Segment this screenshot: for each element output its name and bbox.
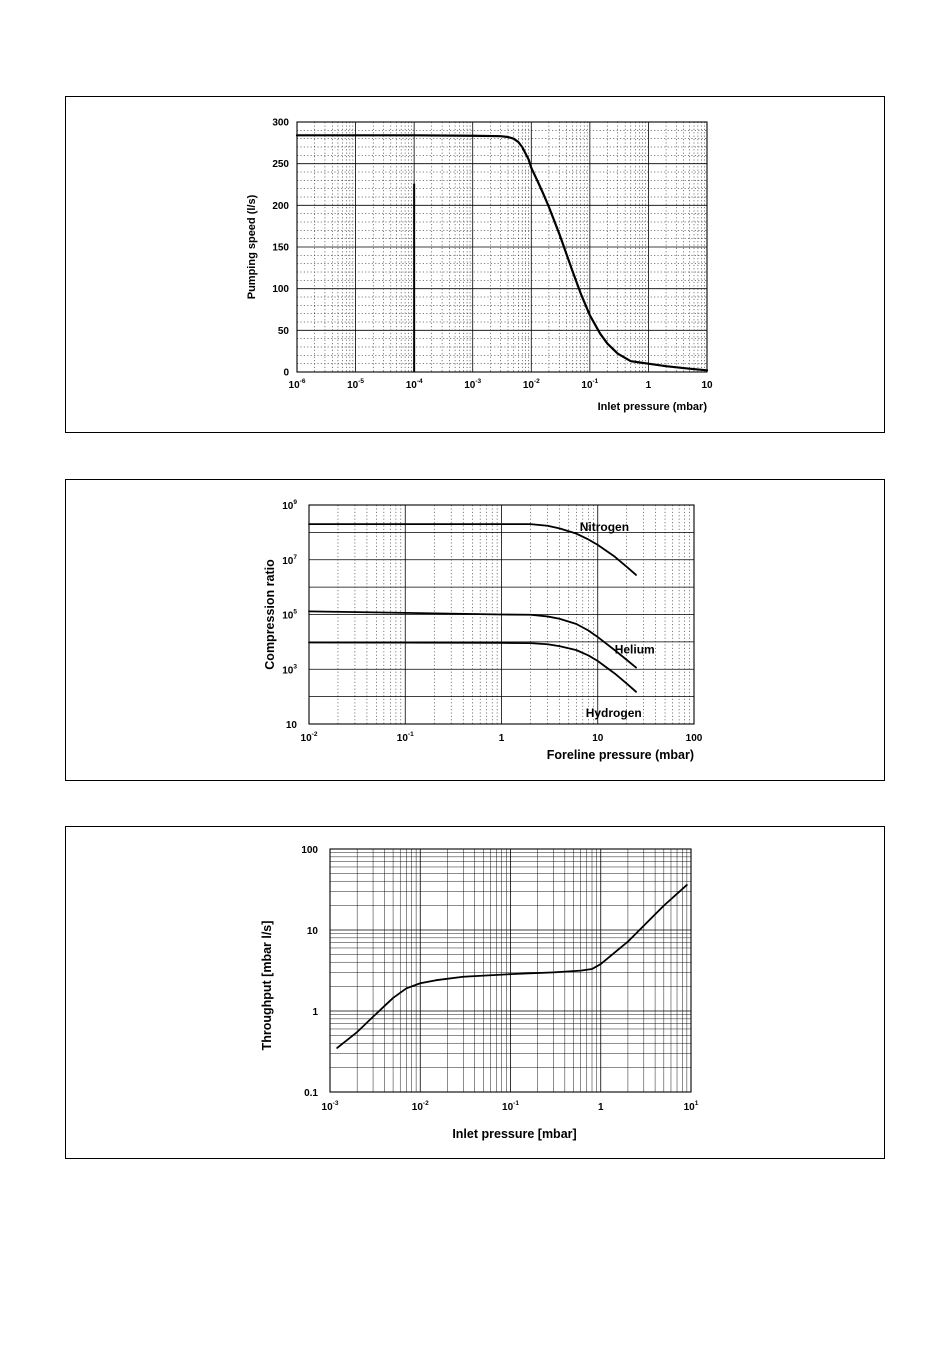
compression-ratio-chart-panel	[65, 479, 885, 781]
y-tick-label: 250	[272, 159, 289, 171]
y-axis-label: Throughput [mbar l/s]	[260, 920, 274, 1051]
y-tick-label: 300	[272, 117, 289, 129]
x-tick-label: $10^{-1}$	[502, 1100, 519, 1113]
y-tick-label: 10	[285, 720, 297, 731]
throughput-chart-panel	[65, 826, 885, 1159]
x-tick-label: 10	[701, 380, 713, 391]
x-tick-label: 1	[498, 733, 505, 744]
y-tick-label: 0	[283, 367, 289, 379]
x-tick-label: $10^{-1}$	[581, 378, 599, 391]
series-line-hydrogen	[309, 642, 636, 691]
y-tick-label: $10^7$	[282, 553, 297, 567]
y-tick-label: 10	[306, 926, 318, 937]
x-tick-label: $10^{-4}$	[405, 378, 423, 391]
x-axis-label: Foreline pressure (mbar)	[546, 748, 694, 762]
x-tick-label: 1	[597, 1102, 604, 1113]
y-axis-label: Compression ratio	[263, 559, 277, 670]
y-tick-label: 150	[272, 242, 289, 254]
x-tick-label: $10^{-2}$	[522, 378, 540, 391]
y-tick-label: $10^5$	[282, 608, 297, 622]
x-axis-label: Inlet pressure [mbar]	[452, 1127, 577, 1141]
x-tick-label: 1	[645, 380, 652, 391]
pumping-speed-chart-panel	[65, 96, 885, 433]
x-tick-label: $10^{-6}$	[288, 378, 306, 391]
x-tick-label: 100	[685, 733, 703, 744]
x-tick-label: $10^{-3}$	[321, 1100, 339, 1113]
x-tick-label: $10^1$	[683, 1100, 699, 1113]
throughput-chart	[66, 827, 884, 1158]
x-tick-label: $10^{-3}$	[464, 378, 482, 391]
series-label-hydrogen: Hydrogen	[585, 705, 642, 720]
series-label-nitrogen: Nitrogen	[579, 519, 630, 534]
x-tick-label: $10^{-2}$	[411, 1100, 429, 1113]
y-tick-label: 100	[272, 284, 289, 296]
series-label-helium: Helium	[614, 642, 655, 657]
y-tick-label: 0.1	[304, 1088, 318, 1099]
y-axis-label: Pumping speed (l/s)	[246, 194, 258, 300]
x-tick-label: $10^{-2}$	[300, 731, 318, 744]
x-tick-label: $10^{-1}$	[396, 731, 414, 744]
x-tick-label: 10	[592, 733, 604, 744]
y-tick-label: 1	[312, 1007, 318, 1018]
compression-ratio-chart	[66, 480, 884, 780]
y-tick-label: $10^9$	[282, 499, 297, 512]
y-tick-label: 100	[301, 845, 318, 856]
y-tick-label: $10^3$	[282, 663, 297, 677]
x-axis-label: Inlet pressure (mbar)	[597, 401, 707, 413]
pumping-speed-chart	[66, 97, 884, 432]
y-tick-label: 200	[272, 200, 289, 212]
y-tick-label: 50	[277, 325, 289, 337]
x-tick-label: $10^{-5}$	[347, 378, 365, 391]
